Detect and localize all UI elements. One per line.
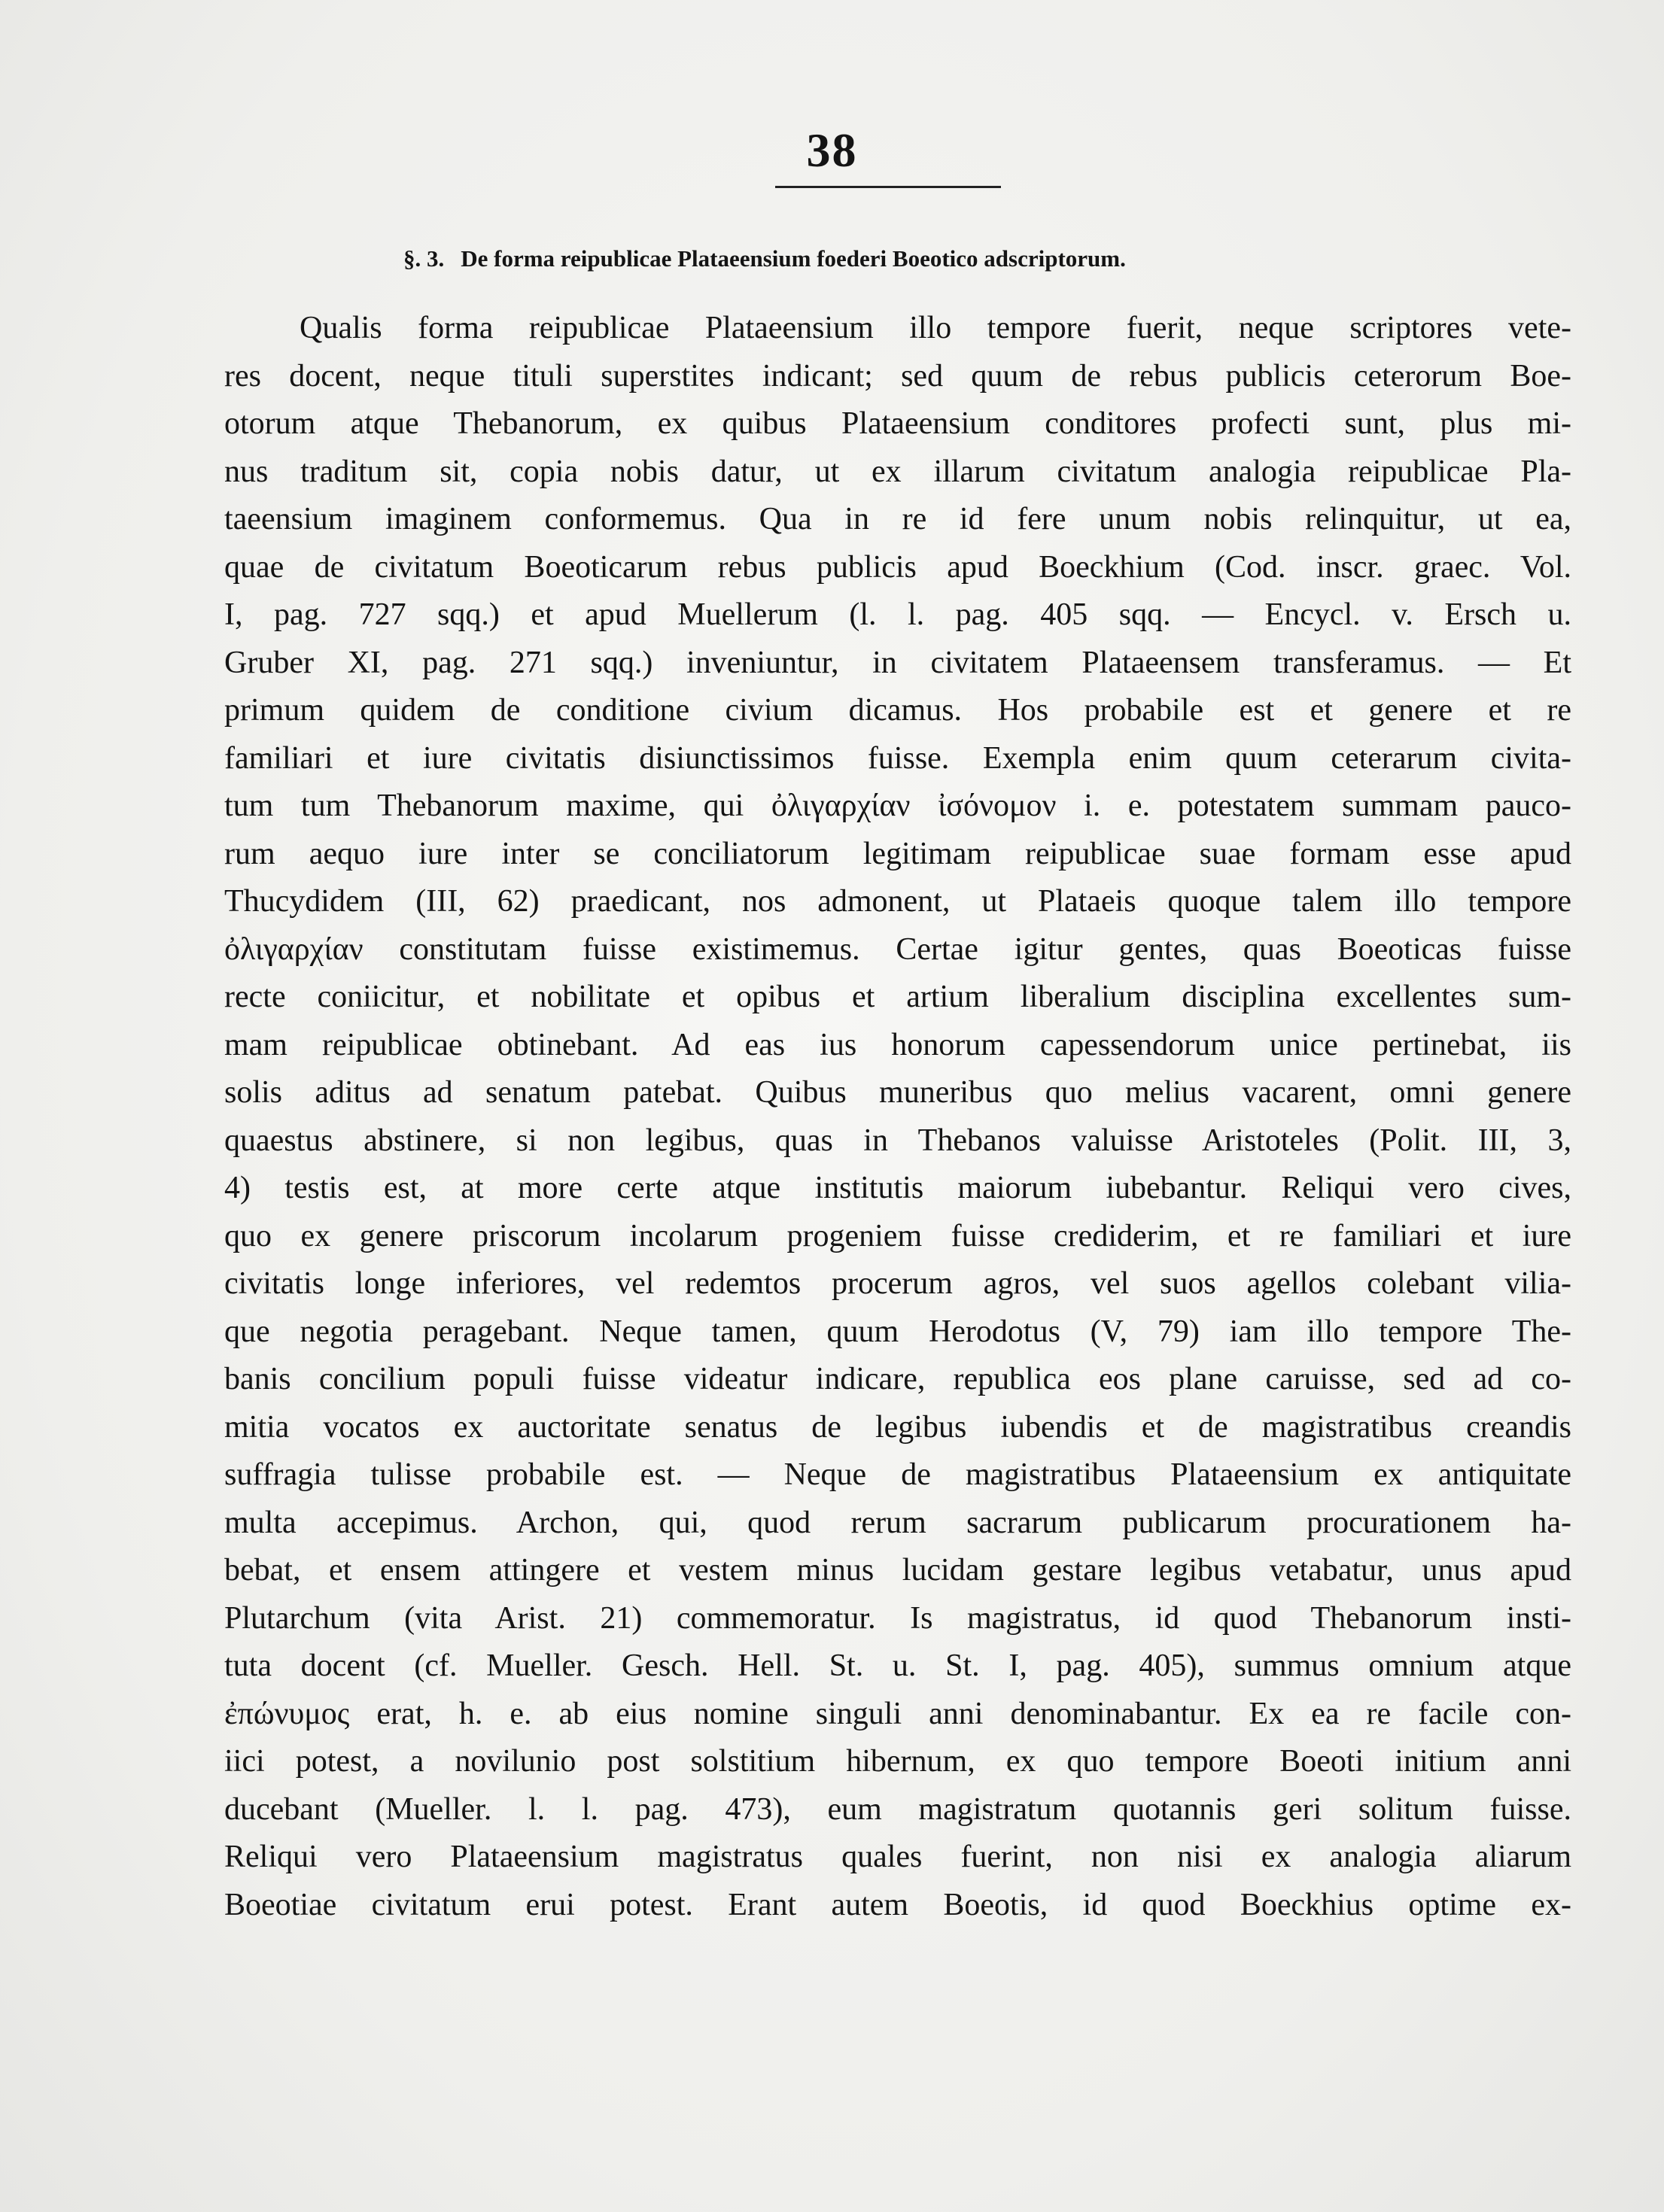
text-line: civitatis longe inferiores, vel redemtos procerum agros, vel suos agellos colebant vilia- <box>224 1266 1571 1301</box>
section-number: §. 3. <box>403 245 445 272</box>
text-line: quo ex genere priscorum incolarum progeniem fuisse crediderim, et re familiari et iure <box>224 1218 1571 1253</box>
body-text <box>224 305 1571 1929</box>
text-line: multa accepimus. Archon, qui, quod rerum sacrarum publicarum procurationem ha- <box>224 1505 1571 1540</box>
page-number: 38 <box>806 123 858 177</box>
text-line: quae de civitatum Boeoticarum rebus publicis apud Boeckhium (Cod. inscr. graec. Vol. <box>224 549 1571 585</box>
text-line: ὀλιγαρχίαν constitutam fuisse existimemus. Certae igitur gentes, quas Boeoticas fuisse <box>224 931 1571 967</box>
section-heading <box>403 245 1126 272</box>
section-title: De forma reipublicae Plataeensium foederi Boeotico adscriptorum. <box>461 245 1126 272</box>
text-line: ἐπώνυμος erat, h. e. ab eius nomine singuli anni denominabantur. Ex ea re facile con- <box>224 1696 1571 1731</box>
text-line: nus traditum sit, copia nobis datur, ut ex illarum civitatum analogia reipublicae Pla- <box>224 454 1571 489</box>
text-line: ducebant (Mueller. l. l. pag. 473), eum magistratum quotannis geri solitum fuisse. <box>224 1791 1571 1827</box>
text-line: iici potest, a novilunio post solstitium hibernum, ex quo tempore Boeoti initium anni <box>224 1744 1571 1779</box>
text-line: tum tum Thebanorum maxime, qui ὀλιγαρχίαν ἰσόνομον i. e. potestatem summam pauco- <box>224 788 1571 823</box>
text-line: bebat, et ensem attingere et vestem minus lucidam gestare legibus vetabatur, unus apud <box>224 1553 1571 1588</box>
text-line: Qualis forma reipublicae Plataeensium illo tempore fuerit, neque scriptores vete- <box>300 311 1571 345</box>
text-line: familiari et iure civitatis disiunctissimos fuisse. Exempla enim quum ceterarum civita- <box>224 740 1571 776</box>
text-line: 4) testis est, at more certe atque institutis maiorum iubebantur. Reliqui vero cives, <box>224 1171 1571 1205</box>
text-line: tuta docent (cf. Mueller. Gesch. Hell. St. u. St. I, pag. 405), summus omnium atque <box>224 1648 1571 1683</box>
text-line: mam reipublicae obtinebant. Ad eas ius honorum capessendorum unice pertinebat, iis <box>224 1027 1571 1062</box>
text-line: rum aequo iure inter se conciliatorum legitimam reipublicae suae formam esse apud <box>224 836 1571 871</box>
text-line: mitia vocatos ex auctoritate senatus de legibus iubendis et de magistratibus creandis <box>224 1409 1571 1445</box>
text-line: recte coniicitur, et nobilitate et opibus et artium liberalium disciplina excellentes sum- <box>224 980 1571 1014</box>
text-line: suffragia tulisse probabile est. — Neque de magistratibus Plataeensium ex antiquitate <box>224 1457 1571 1492</box>
text-line: primum quidem de conditione civium dicamus. Hos probabile est et genere et re <box>224 693 1571 728</box>
text-line: otorum atque Thebanorum, ex quibus Plataeensium conditores profecti sunt, plus mi- <box>224 406 1571 441</box>
text-line: Thucydidem (III, 62) praedicant, nos admonent, ut Plataeis quoque talem illo tempore <box>224 884 1571 919</box>
text-line: banis concilium populi fuisse videatur indicare, republica eos plane caruisse, sed ad co- <box>224 1362 1571 1396</box>
text-line: solis aditus ad senatum patebat. Quibus muneribus quo melius vacarent, omni genere <box>224 1075 1571 1110</box>
text-line: I, pag. 727 sqq.) et apud Muellerum (l. l. pag. 405 sqq. — Encycl. v. Ersch u. <box>224 597 1571 632</box>
text-line: Gruber XI, pag. 271 sqq.) inveniuntur, in civitatem Plataeensem transferamus. — Et <box>224 645 1571 680</box>
text-line: que negotia peragebant. Neque tamen, quum Herodotus (V, 79) iam illo tempore The- <box>224 1314 1571 1349</box>
text-line: Plutarchum (vita Arist. 21) commemoratur. Is magistratus, id quod Thebanorum insti- <box>224 1600 1571 1636</box>
text-line: Reliqui vero Plataeensium magistratus quales fuerint, non nisi ex analogia aliarum <box>224 1840 1571 1874</box>
text-line: Boeotiae civitatum erui potest. Erant autem Boeotis, id quod Boeckhius optime ex- <box>224 1887 1571 1922</box>
text-line: taeensium imaginem conformemus. Qua in re id fere unum nobis relinquitur, ut ea, <box>224 502 1571 536</box>
header-rule <box>775 186 1001 188</box>
text-line: res docent, neque tituli superstites indicant; sed quum de rebus publicis ceterorum Boe- <box>224 358 1571 393</box>
text-line: quaestus abstinere, si non legibus, quas in Thebanos valuisse Aristoteles (Polit. III, 3, <box>224 1123 1571 1158</box>
